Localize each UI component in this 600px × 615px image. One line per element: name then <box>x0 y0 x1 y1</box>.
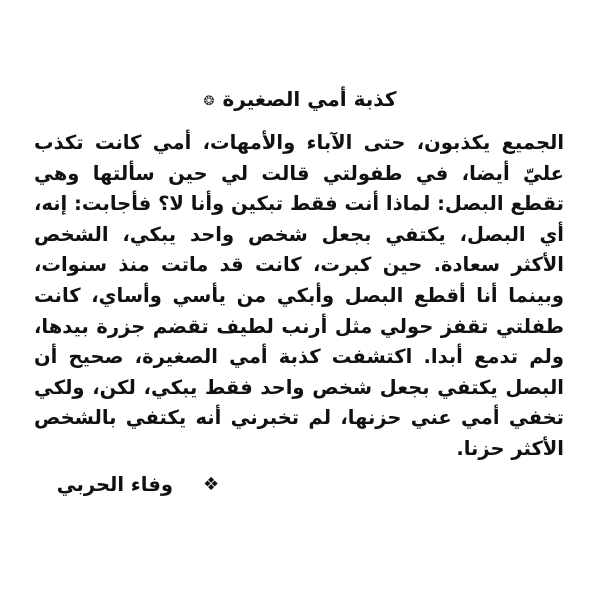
document-body <box>34 128 564 465</box>
title-row <box>0 86 600 112</box>
document-title: كذبة أمي الصغيرة <box>222 87 397 111</box>
flower-ornament-icon: ❂ <box>203 94 215 109</box>
body-paragraph: الجميع يكذبون، حتى الآباء والأمهات، أمي كانت تكذب عليّ أيضا، في طفولتي قالت لي حين سألتها وهي تقطع البصل: لماذا أنت فقط تبكين وأنا لا؟ فأجابت: إنه، أي البصل، يكتفي بجعل شخص واحد يبكي، الشخص الأكثر سعادة. حين كبرت، كانت قد ماتت منذ سنوات، وبينما أنا أقطع البصل وأبكي من يأسي وأساي، كانت طفلتي تقفز حولي مثل أرنب لطيف تقضم جزرة بيدها، ولم تدمع أبدا. اكتشفت كذبة أمي الصغيرة، صحيح أن البصل يكتفي بجعل شخص واحد فقط يبكي، لكن، ولكي تخفي أمي عني حزنها، لم تخبرني أنه يكتفي بالشخص الأكثر حزنا. <box>34 131 564 460</box>
author-signature: وفاء الحربي <box>56 473 173 496</box>
signature-row <box>0 470 600 500</box>
diamond-ornament-icon: ❖ <box>203 474 220 495</box>
